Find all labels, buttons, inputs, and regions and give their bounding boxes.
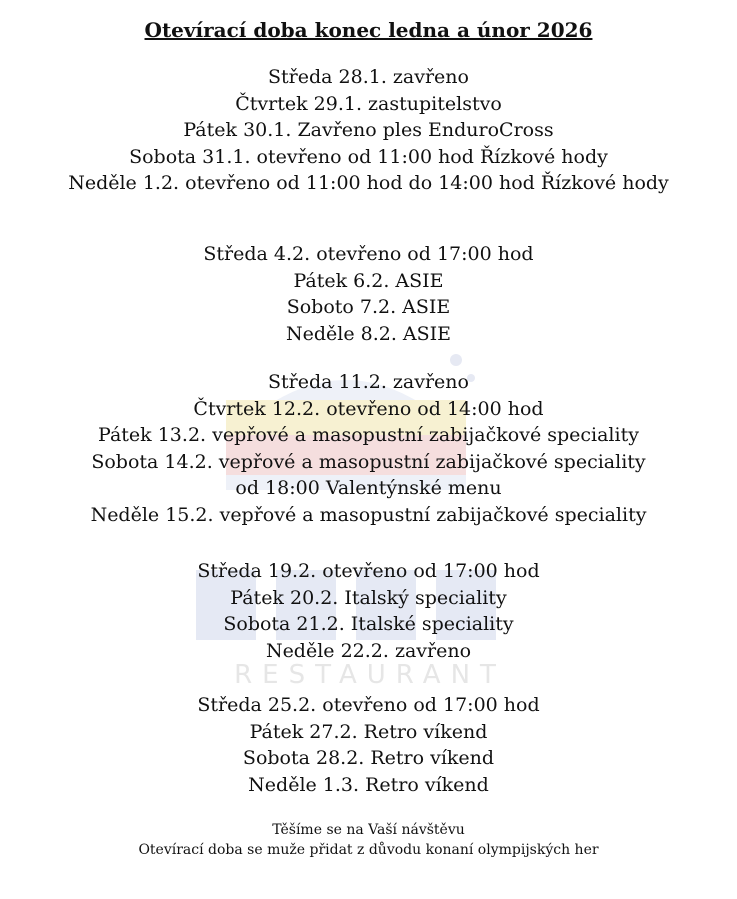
schedule-line: Neděle 15.2. vepřové a masopustní zabijačkové speciality [90,503,647,526]
schedule-group-3 [0,369,737,529]
schedule-line: Středa 11.2. zavřeno [268,371,469,393]
schedule-line: Středa 4.2. otevřeno od 17:00 hod [203,243,534,265]
logo-dot [450,354,462,366]
schedule-line: Pátek 20.2. Italský speciality [230,586,507,609]
schedule-line: Pátek 6.2. ASIE [293,269,444,292]
schedule-line: Pátek 13.2. vepřové a masopustní zabijačkové speciality [98,424,639,447]
footer-note [0,820,737,860]
schedule-line: Sobota 31.1. otevřeno od 11:00 hod Řízkové hody [129,145,608,168]
schedule-line: Neděle 1.2. otevřeno od 11:00 hod do 14:00 hod Řízkové hody [68,172,669,195]
schedule-line: Čtvrtek 12.2. otevřeno od 14:00 hod [193,397,544,420]
schedule-line: Středa 19.2. otevřeno od 17:00 hod [197,560,540,582]
schedule-line: Středa 25.2. otevřeno od 17:00 hod [197,694,540,716]
schedule-line: Pátek 30.1. Zavřeno ples EnduroCross [183,119,554,142]
schedule-line: Neděle 1.3. Retro víkend [248,773,489,796]
schedule-line: od 18:00 Valentýnské menu [235,477,502,500]
schedule-group-1 [0,64,737,197]
page-title: Otevírací doba konec ledna a únor 2026 [144,18,593,42]
schedule-group-2 [0,241,737,347]
watermark-text: RESTAURANT [234,660,506,690]
schedule-line: Čtvrtek 29.1. zastupitelstvo [235,92,502,115]
schedule-line: Soboto 7.2. ASIE [286,296,451,319]
schedule-line: Sobota 21.2. Italské speciality [223,613,514,636]
schedule-group-4 [0,558,737,664]
footer-olympics-note: Otevírací doba se muže přidat z důvodu konaní olympijských her [138,842,599,858]
schedule-line: Neděle 22.2. zavřeno [265,639,472,662]
schedule-line: Sobota 28.2. Retro víkend [242,747,495,770]
schedule-line: Sobota 14.2. vepřové a masopustní zabijačkové speciality [91,450,646,473]
schedule-line: Pátek 27.2. Retro víkend [249,720,488,743]
schedule-line: Neděle 8.2. ASIE [285,322,452,345]
schedule-line: Středa 28.1. zavřeno [268,66,469,88]
footer-greeting: Těšíme se na Vaší návštěvu [272,822,465,838]
schedule-group-5 [0,692,737,798]
